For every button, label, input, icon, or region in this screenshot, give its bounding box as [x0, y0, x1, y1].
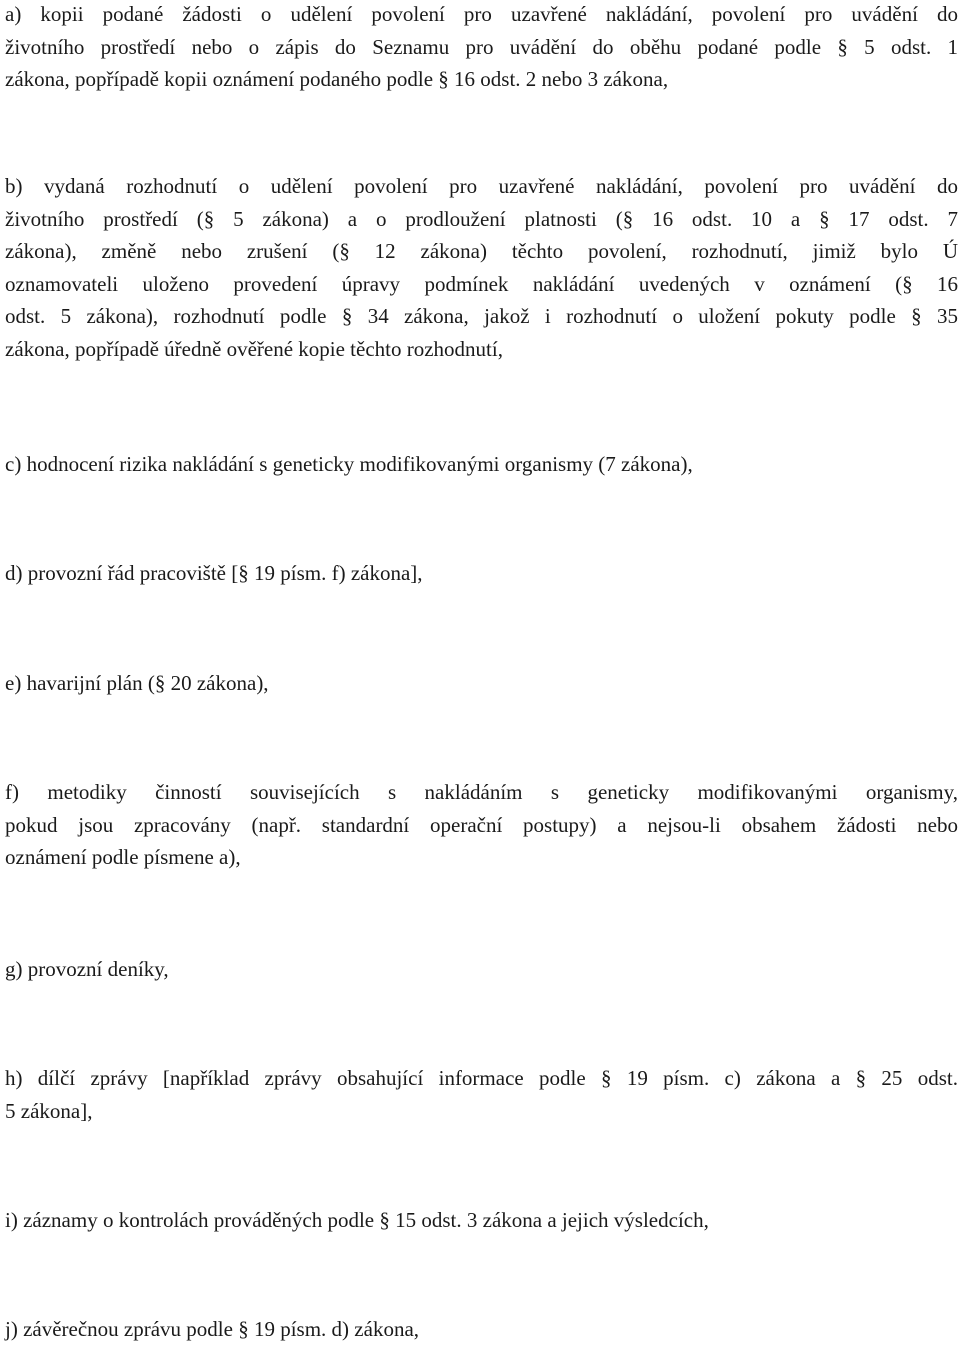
text-line: c) hodnocení rizika nakládání s geneticky modifikovanými organismy (7 zákona), — [5, 452, 693, 476]
list-item-b — [5, 170, 958, 365]
text-line: odst. 5 zákona), rozhodnutí podle § 34 zákona, jakož i rozhodnutí o uložení pokuty podle § 35 — [5, 304, 958, 328]
text-line: zákona, popřípadě úředně ověřené kopie těchto rozhodnutí, — [5, 336, 503, 361]
text-line: d) provozní řád pracoviště [§ 19 písm. f) zákona], — [5, 561, 423, 585]
text-line: oznámení podle písmene a), — [5, 845, 241, 869]
list-item-e — [5, 667, 958, 700]
list-item-j — [5, 1313, 958, 1346]
text-line: b) vydaná rozhodnutí o udělení povolení pro uzavřené nakládání, povolení pro uvádění do — [5, 174, 958, 198]
text-line: i) záznamy o kontrolách prováděných podle § 15 odst. 3 zákona a jejich výsledcích, — [5, 1208, 709, 1232]
text-line: 5 zákona], — [5, 1098, 93, 1123]
list-item-c — [5, 448, 958, 481]
list-item-a — [5, 0, 958, 96]
text-line: a) kopii podané žádosti o udělení povolení pro uzavřené nakládání, povolení pro uvádění do — [5, 2, 958, 26]
text-line: zákona, popřípadě kopii oznámení podaného podle § 16 odst. 2 nebo 3 zákona, — [5, 67, 669, 91]
text-line: životního prostředí (§ 5 zákona) a o prodloužení platnosti (§ 16 odst. 10 a § 17 odst. 7 — [5, 206, 958, 231]
text-line: pokud jsou zpracovány (např. standardní operační postupy) a nejsou-li obsahem žádosti nebo — [5, 812, 958, 837]
text-line: zákona), změně nebo zrušení (§ 12 zákona) těchto povolení, rozhodnutí, jimiž bylo Ú — [5, 239, 958, 263]
text-line: f) metodiky činností souvisejících s nakládáním s geneticky modifikovanými organismy, — [5, 780, 958, 804]
list-item-f — [5, 776, 958, 874]
list-item-d — [5, 557, 958, 590]
text-line: e) havarijní plán (§ 20 zákona), — [5, 671, 269, 695]
list-item-h — [5, 1062, 958, 1127]
text-line: životního prostředí nebo o zápis do Seznamu pro uvádění do oběhu podané podle § 5 odst. 1 — [5, 34, 958, 59]
text-line: j) závěrečnou zprávu podle § 19 písm. d) zákona, — [5, 1317, 420, 1341]
text-line: h) dílčí zprávy [například zprávy obsahující informace podle § 19 písm. c) zákona a § 25 odst. — [5, 1066, 958, 1090]
text-line: g) provozní deníky, — [5, 957, 169, 981]
list-item-i — [5, 1204, 958, 1237]
list-item-g — [5, 953, 958, 986]
text-line: oznamovateli uloženo provedení úpravy podmínek nakládání uvedených v oznámení (§ 16 — [5, 271, 958, 296]
